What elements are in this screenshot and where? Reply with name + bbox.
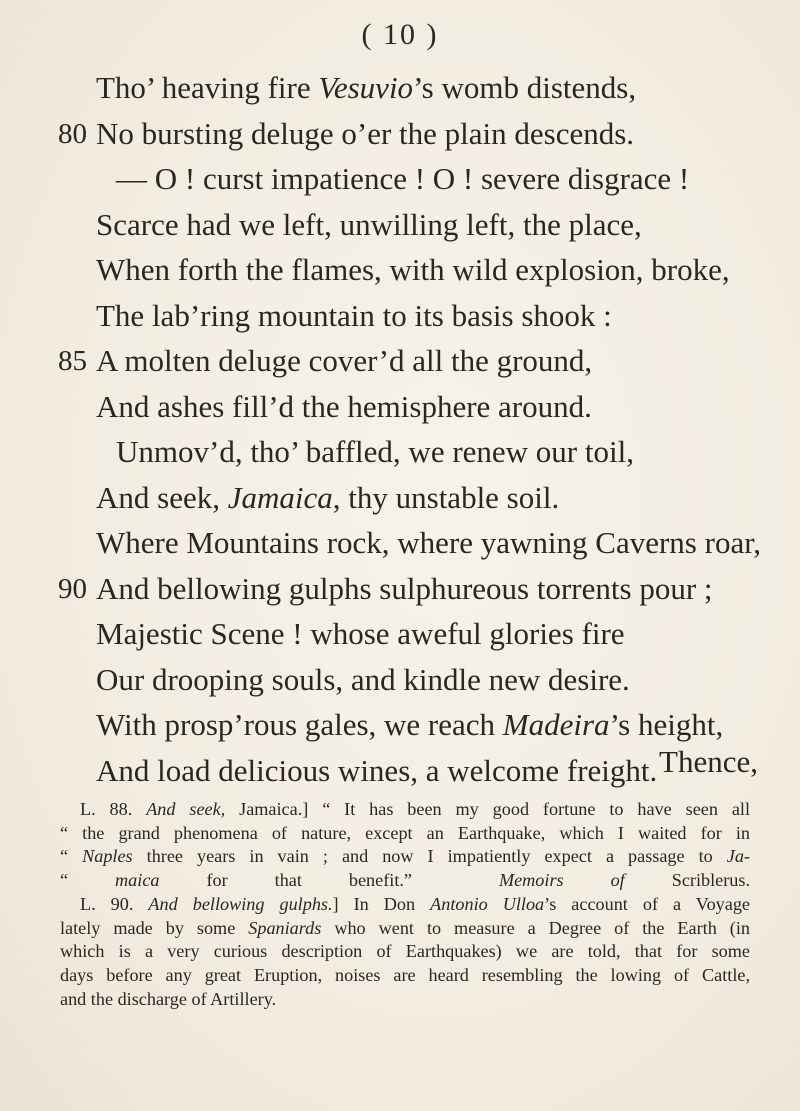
catchword: Thence, bbox=[659, 744, 758, 779]
page-number: ( 10 ) bbox=[361, 18, 439, 51]
verse-text: Tho’ heaving fire Vesuvio’s womb distends, bbox=[96, 70, 637, 105]
verse-text: And bellowing gulphs sulphureous torrents pour ; bbox=[96, 570, 713, 606]
footnote-line: which is a very curious description of Earthquakes) we are told, that for some bbox=[60, 941, 750, 962]
footnote-line: “ the grand phenomena of nature, except an Earthquake, which I waited for in bbox=[60, 822, 750, 843]
verse-text: Unmov’d, tho’ baffled, we renew our toil, bbox=[116, 434, 634, 469]
verse-line bbox=[0, 383, 800, 431]
footnote-line: lately made by some Spaniards who went to measure a Degree of the Earth (in bbox=[60, 917, 750, 938]
verse-line bbox=[0, 110, 800, 158]
footnote-line: and the discharge of Artillery. bbox=[60, 988, 277, 1009]
line-number: 80 bbox=[58, 117, 87, 150]
verse-text: Our drooping souls, and kindle new desire. bbox=[96, 661, 630, 697]
verse-text: Where Mountains rock, where yawning Caverns roar, bbox=[96, 525, 762, 560]
verse-text: Scarce had we left, unwilling left, the place, bbox=[96, 206, 642, 242]
verse-line bbox=[0, 337, 800, 385]
verse-text: And seek, Jamaica, thy unstable soil. bbox=[96, 479, 560, 515]
verse-line bbox=[0, 474, 800, 522]
footnote-line: L. 88. And seek, Jamaica.] “ It has been my good fortune to have seen all bbox=[80, 799, 750, 819]
footnote-line: “ Naples three years in vain ; and now I impatiently expect a passage to Ja- bbox=[60, 846, 750, 867]
verse-line bbox=[0, 155, 800, 203]
verse-text: And load delicious wines, a welcome freight. bbox=[96, 752, 658, 788]
verse-text: Majestic Scene ! whose aweful glories fire bbox=[96, 616, 625, 651]
verse-text: No bursting deluge o’er the plain descends. bbox=[96, 115, 635, 151]
verse-line bbox=[0, 64, 800, 112]
verse-line bbox=[0, 292, 800, 340]
footnotes bbox=[60, 798, 750, 1011]
verse-text: And ashes fill’d the hemisphere around. bbox=[96, 388, 592, 424]
verse-text: With prosp’rous gales, we reach Madeira’s height, bbox=[96, 707, 724, 742]
verse-text: The lab’ring mountain to its basis shook : bbox=[96, 297, 612, 333]
line-number: 85 bbox=[58, 345, 87, 377]
verse-line bbox=[0, 519, 800, 567]
verse-text: A molten deluge cover’d all the ground, bbox=[96, 343, 593, 378]
footnote-line: “ maica for that benefit.” Memoirs of Scriblerus. bbox=[60, 870, 750, 891]
verse-line bbox=[0, 610, 800, 658]
verse-line bbox=[0, 428, 800, 476]
verse-line bbox=[0, 201, 800, 249]
verse-text: When forth the flames, with wild explosion, broke, bbox=[96, 252, 730, 287]
verse-line bbox=[0, 565, 800, 613]
footnote-line: days before any great Eruption, noises are heard resembling the lowing of Cattle, bbox=[60, 964, 750, 985]
line-number: 90 bbox=[58, 572, 87, 605]
verse-line bbox=[0, 246, 800, 294]
footnote-line: L. 90. And bellowing gulphs.] In Don Antonio Ulloa’s account of a Voyage bbox=[80, 893, 750, 914]
verse-line bbox=[0, 656, 800, 704]
verse-text: — O ! curst impatience ! O ! severe disgrace ! bbox=[116, 161, 690, 196]
